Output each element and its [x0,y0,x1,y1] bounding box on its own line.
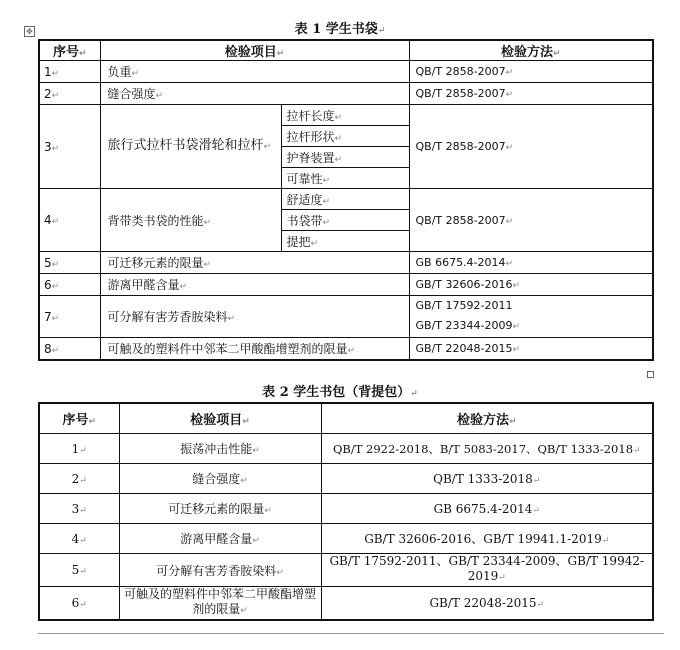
row-item: 缝合强度↵ [119,464,321,494]
table-row [39,252,653,274]
table-row [39,587,653,621]
header-method: 检验方法↵ [409,40,653,61]
row-method: GB/T 22048-2015↵ [321,587,653,621]
row-method: GB/T 17592-2011 GB/T 23344-2009↵ [409,296,653,338]
sub-item: 书袋带↵ [281,210,409,231]
sub-item: 护脊装置↵ [281,147,409,168]
table-row [39,83,653,105]
row-no: 8↵ [39,338,100,361]
row-no: 6↵ [39,587,119,621]
row-item: 可触及的塑料件中邻苯二甲酸酯增塑剂的限量↵ [100,338,409,361]
row-method: GB 6675.4-2014↵ [321,494,653,524]
row-method: GB/T 22048-2015↵ [409,338,653,361]
header-no: 序号↵ [39,403,119,434]
row-method: QB/T 2858-2007↵ [409,189,653,252]
table-row [39,524,653,554]
row-method: QB/T 2858-2007↵ [409,83,653,105]
sub-item: 拉杆形状↵ [281,126,409,147]
sub-item: 提把↵ [281,231,409,252]
row-method: QB/T 2922-2018、B/T 5083-2017、QB/T 1333-2018↵ [321,434,653,464]
row-item: 可分解有害芳香胺染料↵ [100,296,409,338]
sub-item: 舒适度↵ [281,189,409,210]
table-row [39,434,653,464]
table1-header-row [39,40,653,61]
row-item: 旅行式拉杆书袋滑轮和拉杆↵ [100,105,281,189]
row-no: 5↵ [39,554,119,587]
row-method: GB 6675.4-2014↵ [409,252,653,274]
row-no: 3↵ [39,105,100,189]
row-no: 6↵ [39,274,100,296]
row-item: 可迁移元素的限量↵ [119,494,321,524]
row-no: 4↵ [39,524,119,554]
row-method: QB/T 2858-2007↵ [409,105,653,189]
row-no: 1↵ [39,434,119,464]
table2 [38,402,654,621]
row-no: 2↵ [39,83,100,105]
row-item: 可分解有害芳香胺染料↵ [119,554,321,587]
sub-item: 可靠性↵ [281,168,409,189]
row-method: GB/T 17592-2011、GB/T 23344-2009、GB/T 19942-2019↵ [321,554,653,587]
row-item: 游离甲醛含量↵ [100,274,409,296]
row-item: 负重↵ [100,61,409,83]
row-item: 缝合强度↵ [100,83,409,105]
table-row [39,464,653,494]
page-bottom-rule [38,633,664,634]
row-no: 7↵ [39,296,100,338]
row-method: GB/T 32606-2016↵ [409,274,653,296]
row-method: GB/T 32606-2016、GB/T 19941.1-2019↵ [321,524,653,554]
sub-item: 拉杆长度↵ [281,105,409,126]
header-method: 检验方法↵ [321,403,653,434]
table-row [39,105,653,126]
table2-header-row [39,403,653,434]
table-resize-handle[interactable] [647,371,654,378]
header-no: 序号↵ [39,40,100,61]
header-item: 检验项目↵ [119,403,321,434]
table-row [39,554,653,587]
table2-caption: 表 2 学生书包（背提包）↵ [262,385,418,400]
row-item: 可迁移元素的限量↵ [100,252,409,274]
table-row [39,296,653,338]
table1-caption: 表 1 学生书袋↵ [294,22,386,37]
row-item: 可触及的塑料件中邻苯二甲酸酯增塑剂的限量↵ [119,587,321,621]
table-row [39,274,653,296]
table1 [38,39,654,361]
row-no: 5↵ [39,252,100,274]
table-row [39,338,653,361]
row-no: 4↵ [39,189,100,252]
row-no: 3↵ [39,494,119,524]
row-item: 游离甲醛含量↵ [119,524,321,554]
row-method: QB/T 2858-2007↵ [409,61,653,83]
table-row [39,494,653,524]
table-row [39,189,653,210]
row-no: 1↵ [39,61,100,83]
row-item: 背带类书袋的性能↵ [100,189,281,252]
row-no: 2↵ [39,464,119,494]
header-item: 检验项目↵ [100,40,409,61]
row-item: 振荡冲击性能↵ [119,434,321,464]
table-row [39,61,653,83]
row-method: QB/T 1333-2018↵ [321,464,653,494]
table-move-handle[interactable]: ✥ [24,26,35,37]
